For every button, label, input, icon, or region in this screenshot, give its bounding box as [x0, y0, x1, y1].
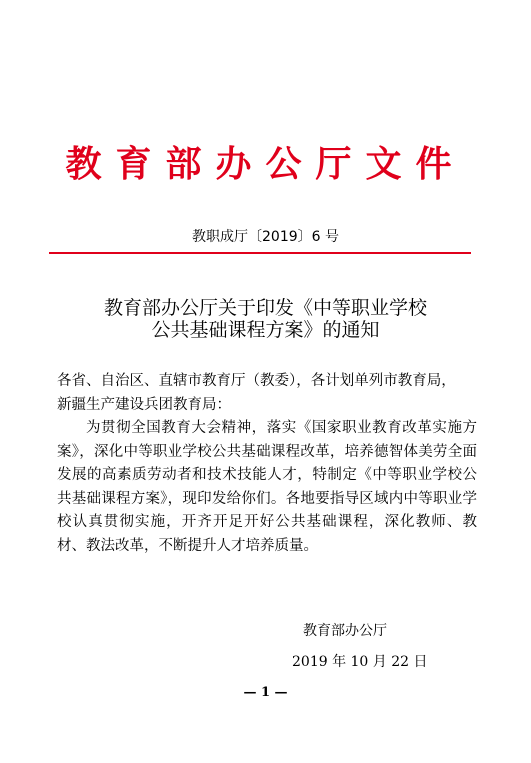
- document-number: 教职成厅〔2019〕6 号: [192, 229, 339, 245]
- red-divider-line: [49, 252, 471, 254]
- document-header-title: 教育部办公厅文件: [65, 143, 466, 185]
- notice-title-line-1: 教育部办公厅关于印发《中等职业学校: [103, 297, 427, 319]
- page-number: — 1 —: [243, 685, 288, 700]
- issue-date: 2019 年 10 月 22 日: [292, 654, 428, 670]
- issuer-signature: 教育部办公厅: [303, 623, 387, 639]
- recipients-line-2: 新疆生产建设兵团教育局：: [57, 396, 231, 413]
- notice-title: [0, 297, 531, 341]
- notice-title-line-2: 公共基础课程方案》的通知: [151, 319, 380, 341]
- body-paragraph: 为贯彻全国教育大会精神，落实《国家职业教育改革实施方案》，深化中等职业学校公共基础课程改革，培养德智体美劳全面发展的高素质劳动者和技术技能人才，特制定《中等职业学校公共基础课程方案》，现印发给你们。各地要指导区域内中等职业学校认真贯彻实施，开齐开足开好公共基础课程，深化教师、教材、教法改革，不断提升人才培养质量。: [57, 420, 477, 554]
- recipients-line-1: 各省、自治区、直辖市教育厅（教委），各计划单列市教育局，: [57, 373, 456, 389]
- notice-body: [57, 370, 477, 558]
